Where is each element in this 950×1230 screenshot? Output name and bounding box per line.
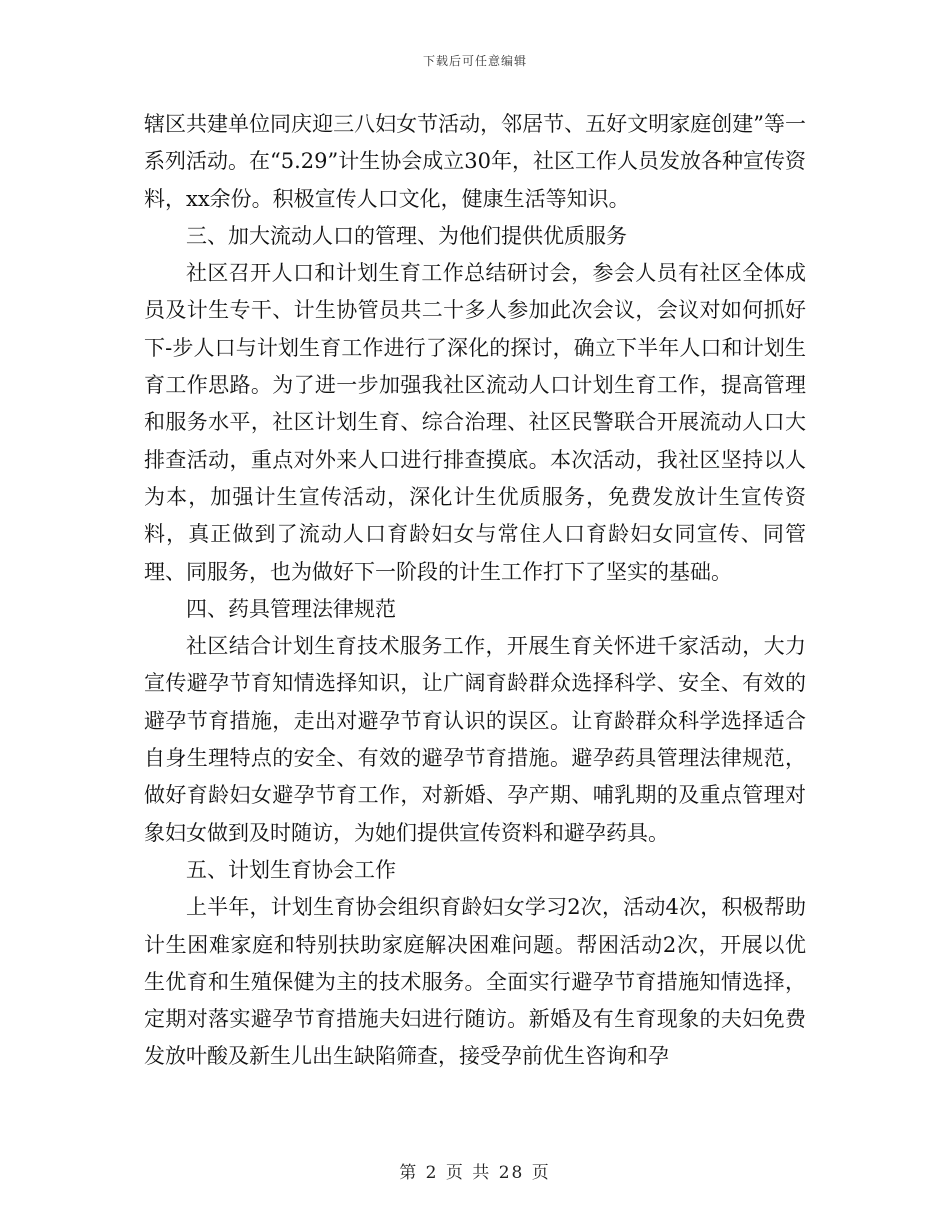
paragraph-continued: 辖区共建单位同庆迎三八妇女节活动，邻居节、五好文明家庭创建”等一系列活动。在“5.29”计生协会成立30年，社区工作人员发放各种宣传资料，xx余份。积极宣传人口文化，健康生活等知识。 bbox=[144, 112, 806, 211]
page-header: 下载后可任意编辑 bbox=[422, 54, 527, 68]
paragraph-floating-population: 社区召开人口和计划生育工作总结研讨会，参会人员有社区全体成员及计生专干、计生协管员共二十多人参加此次会议，会议对如何抓好下-步人口与计划生育工作进行了深化的探讨，确立下半年人口和计划生育工作思路。为了进一步加强我社区流动人口计划生育工作，提高管理和服务水平，社区计划生育、综合治理、社区民警联合开展流动人口大排查活动，重点对外来人口进行排查摸底。本次活动，我社区坚持以人为本，加强计生宣传活动，深化计生优质服务，免费发放计生宣传资料，真正做到了流动人口育龄妇女与常住人口育龄妇女同宣传、同管理、同服务，也为做好下一阶段的计生工作打下了坚实的基础。 bbox=[144, 261, 806, 584]
section-heading-4: 四、药具管理法律规范 bbox=[186, 596, 396, 621]
paragraph-contraceptive-management: 社区结合计划生育技术服务工作，开展生育关怀进千家活动，大力宣传避孕节育知情选择知识，让广阔育龄群众选择科学、安全、有效的避孕节育措施，走出对避孕节育认识的误区。让育龄群众科学选择适合自身生理特点的安全、有效的避孕节育措施。避孕药具管理法律规范，做好育龄妇女避孕节育工作，对新婚、孕产期、哺乳期的及重点管理对象妇女做到及时随访，为她们提供宣传资料和避孕药具。 bbox=[144, 634, 806, 845]
section-heading-5: 五、计划生育协会工作 bbox=[186, 857, 396, 882]
section-heading-3: 三、加大流动人口的管理、为他们提供优质服务 bbox=[186, 223, 627, 248]
document-body bbox=[144, 106, 806, 1076]
paragraph-association-work: 上半年，计划生育协会组织育龄妇女学习2次，活动4次，积极帮助计生困难家庭和特别扶助家庭解决困难问题。帮困活动2次，开展以优生优育和生殖保健为主的技术服务。全面实行避孕节育措施知情选择，定期对落实避孕节育措施夫妇进行随访。新婚及有生育现象的夫妇免费发放叶酸及新生儿出生缺陷筛查，接受孕前优生咨询和孕 bbox=[144, 895, 806, 1069]
page-footer: 第 2 页 共 28 页 bbox=[399, 1163, 551, 1183]
